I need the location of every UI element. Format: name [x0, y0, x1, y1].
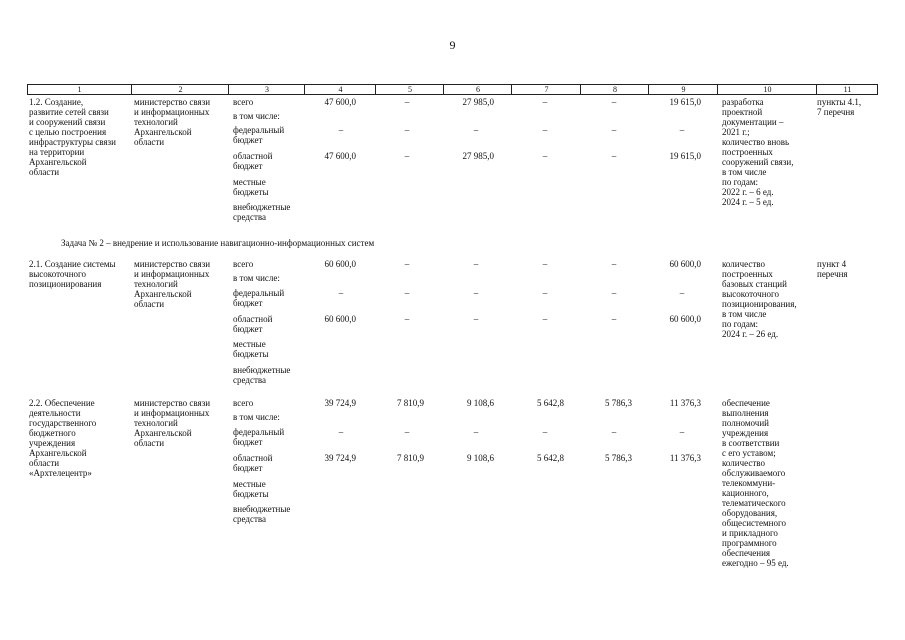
obl-col8: 5 786,3 — [605, 453, 632, 463]
col-header-4: 4 — [304, 85, 376, 94]
fed-col9: – — [679, 427, 685, 437]
obl-col9: 19 615,0 — [669, 151, 701, 161]
total-col7: – — [542, 259, 548, 269]
result-indicator: количество построенных базовых станций высокоточного позиционирования, в том числе по годам: 2024 г. – 26 ед. — [722, 259, 797, 339]
col-header-11: 11 — [816, 85, 878, 94]
source-regional-label: областной бюджет — [233, 314, 273, 334]
obl-col6: 27 985,0 — [462, 151, 494, 161]
total-col4: 47 600,0 — [324, 97, 356, 107]
source-federal-label: федеральный бюджет — [233, 288, 285, 308]
source-federal-label: федеральный бюджет — [233, 125, 285, 145]
source-total-label: всего — [233, 259, 254, 269]
obl-col7: 5 642,8 — [537, 453, 564, 463]
total-col5: – — [404, 97, 410, 107]
total-col9: 19 615,0 — [669, 97, 701, 107]
col-header-3: 3 — [228, 85, 305, 94]
reference: пункты 4.1, 7 перечня — [817, 97, 862, 117]
source-extrabudget-label: внебюджетные средства — [233, 504, 291, 524]
source-including-label: в том числе: — [233, 412, 280, 422]
fed-col4: – — [338, 125, 344, 135]
fed-col6: – — [473, 288, 479, 298]
source-including-label: в том числе: — [233, 273, 280, 283]
obl-col9: 60 600,0 — [669, 314, 701, 324]
obl-col5: 7 810,9 — [397, 453, 424, 463]
total-col4: 60 600,0 — [324, 259, 356, 269]
obl-col6: 9 108,6 — [467, 453, 494, 463]
total-col7: – — [542, 97, 548, 107]
result-indicator: обеспечение выполнения полномочий учреждения в соответствии с его уставом; количество обслуживаемого телекоммуни- кационного, телематического оборудования, общесистемного и прикладного программного обеспечения ежегодно – 95 ед. — [722, 398, 789, 568]
page-number: 9 — [449, 38, 456, 52]
obl-col4: 60 600,0 — [324, 314, 356, 324]
obl-col8: – — [611, 314, 617, 324]
fed-col5: – — [404, 288, 410, 298]
executor: министерство связи и информационных технологий Архангельской области — [134, 97, 211, 147]
obl-col4: 39 724,9 — [324, 453, 356, 463]
source-extrabudget-label: внебюджетные средства — [233, 202, 291, 222]
fed-col4: – — [338, 288, 344, 298]
obl-col7: – — [542, 314, 548, 324]
total-col6: – — [473, 259, 479, 269]
task-heading: Задача № 2 – внедрение и использование навигационно-информационных систем — [61, 238, 375, 248]
total-col6: 27 985,0 — [462, 97, 494, 107]
total-col6: 9 108,6 — [467, 398, 494, 408]
obl-col6: – — [473, 314, 479, 324]
fed-col6: – — [473, 125, 479, 135]
obl-col9: 11 376,3 — [669, 453, 701, 463]
source-extrabudget-label: внебюджетные средства — [233, 365, 291, 385]
fed-col8: – — [611, 427, 617, 437]
source-total-label: всего — [233, 97, 254, 107]
source-regional-label: областной бюджет — [233, 453, 273, 473]
fed-col6: – — [473, 427, 479, 437]
source-regional-label: областной бюджет — [233, 151, 273, 171]
col-header-7: 7 — [511, 85, 581, 94]
source-local-label: местные бюджеты — [233, 479, 269, 499]
fed-col5: – — [404, 427, 410, 437]
measure-name: 2.2. Обеспечение деятельности государственного бюджетного учреждения Архангельской области «Архтелецентр» — [29, 398, 97, 478]
total-col8: – — [611, 97, 617, 107]
executor: министерство связи и информационных технологий Архангельской области — [134, 259, 211, 309]
fed-col7: – — [542, 125, 548, 135]
measure-name: 1.2. Создание, развитие сетей связи и сооружений связи с целью построения инфраструктуры связи на территории Архангельской области — [29, 97, 116, 177]
total-col8: 5 786,3 — [605, 398, 632, 408]
total-col8: – — [611, 259, 617, 269]
obl-col5: – — [404, 151, 410, 161]
source-total-label: всего — [233, 398, 254, 408]
total-col9: 60 600,0 — [669, 259, 701, 269]
measure-name: 2.1. Создание системы высокоточного позиционирования — [29, 259, 116, 289]
obl-col4: 47 600,0 — [324, 151, 356, 161]
col-header-1: 1 — [77, 85, 82, 94]
fed-col4: – — [338, 427, 344, 437]
fed-col9: – — [679, 288, 685, 298]
result-indicator: разработка проектной документации – 2021 г.; количество вновь построенных сооружений связи, в том числе по годам: 2022 г. – 6 ед. 2024 г. – 5 ед. — [722, 97, 794, 207]
fed-col8: – — [611, 125, 617, 135]
fed-col7: – — [542, 427, 548, 437]
total-col9: 11 376,3 — [669, 398, 701, 408]
col-header-10: 10 — [717, 85, 817, 94]
source-federal-label: федеральный бюджет — [233, 427, 285, 447]
col-header-9: 9 — [648, 85, 718, 94]
total-col5: – — [404, 259, 410, 269]
col-header-5: 5 — [375, 85, 444, 94]
fed-col8: – — [611, 288, 617, 298]
col-header-6: 6 — [443, 85, 512, 94]
fed-col9: – — [679, 125, 685, 135]
source-local-label: местные бюджеты — [233, 177, 269, 197]
fed-col7: – — [542, 288, 548, 298]
obl-col7: – — [542, 151, 548, 161]
column-header-row — [27, 84, 878, 95]
executor: министерство связи и информационных технологий Архангельской области — [134, 398, 211, 448]
total-col4: 39 724,9 — [324, 398, 356, 408]
source-local-label: местные бюджеты — [233, 339, 269, 359]
obl-col5: – — [404, 314, 410, 324]
col-header-2: 2 — [131, 85, 229, 94]
total-col5: 7 810,9 — [397, 398, 424, 408]
reference: пункт 4 перечня — [817, 259, 848, 279]
total-col7: 5 642,8 — [537, 398, 564, 408]
col-header-8: 8 — [580, 85, 649, 94]
source-including-label: в том числе: — [233, 111, 280, 121]
fed-col5: – — [404, 125, 410, 135]
obl-col8: – — [611, 151, 617, 161]
